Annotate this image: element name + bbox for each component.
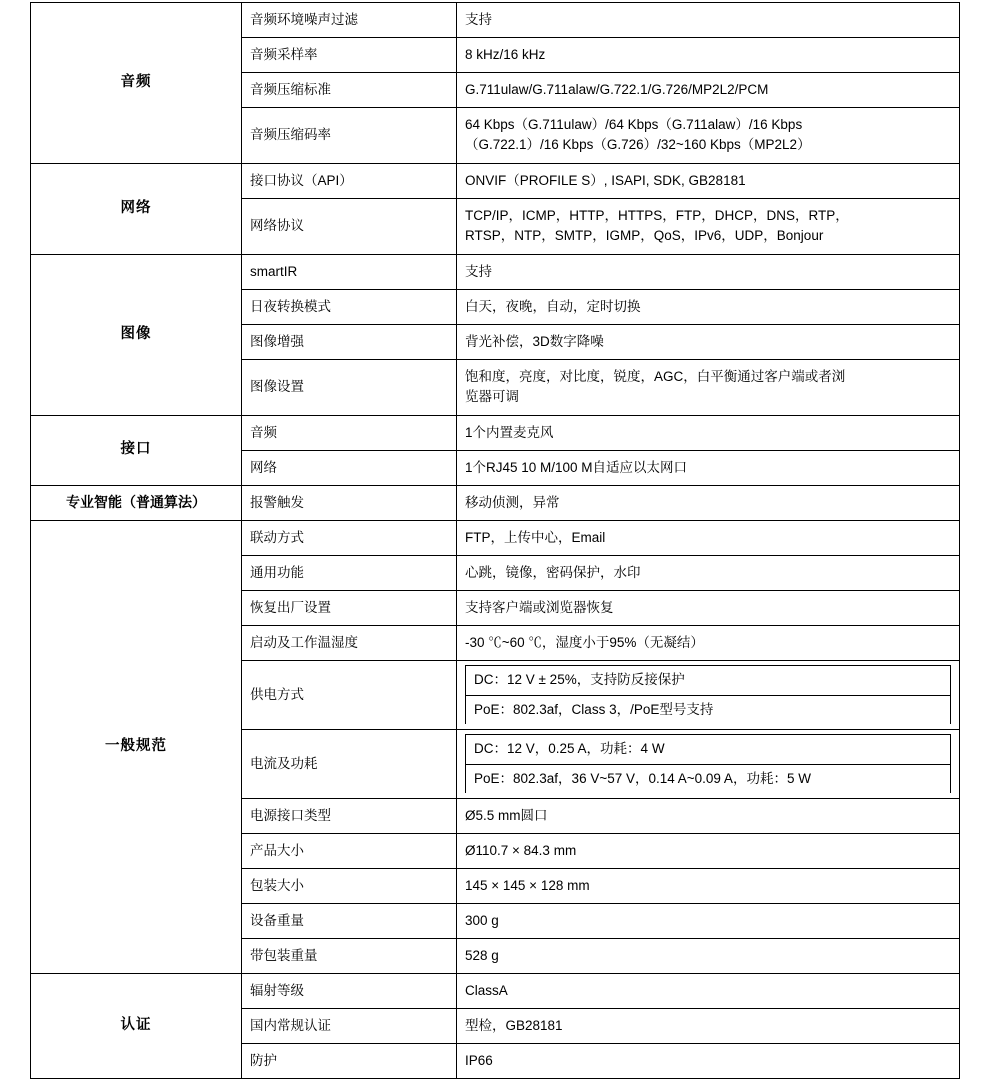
table-row [31, 255, 960, 290]
param-cell: 恢复出厂设置 [242, 591, 457, 626]
value-cell: Ø110.7 × 84.3 mm [457, 834, 960, 869]
param-cell: 通用功能 [242, 556, 457, 591]
value-line: 饱和度，亮度，对比度，锐度，AGC，白平衡通过客户端或者浏 [465, 369, 846, 385]
value-cell: Ø5.5 mm圆口 [457, 799, 960, 834]
value-cell: 心跳，镜像，密码保护，水印 [457, 556, 960, 591]
value-line: DC：12 V ± 25%，支持防反接保护 [466, 666, 951, 696]
table-row [31, 164, 960, 199]
value-cell [457, 661, 960, 730]
param-cell: 音频环境噪声过滤 [242, 3, 457, 38]
param-cell: 防护 [242, 1044, 457, 1079]
param-cell: 日夜转换模式 [242, 290, 457, 325]
value-cell: 1个RJ45 10 M/100 M自适应以太网口 [457, 451, 960, 486]
value-cell: 1个内置麦克风 [457, 416, 960, 451]
param-cell: 图像增强 [242, 325, 457, 360]
value-cell: FTP，上传中心，Email [457, 521, 960, 556]
param-cell: 报警触发 [242, 486, 457, 521]
param-cell: 接口协议（API） [242, 164, 457, 199]
param-cell: 国内常规认证 [242, 1009, 457, 1044]
value-line: PoE：802.3af，Class 3，/PoE型号支持 [466, 695, 951, 724]
value-cell: G.711ulaw/G.711alaw/G.722.1/G.726/MP2L2/PCM [457, 73, 960, 108]
param-cell: 电源接口类型 [242, 799, 457, 834]
category-cell-network: 网络 [31, 164, 242, 255]
param-cell: 音频 [242, 416, 457, 451]
table-row [31, 486, 960, 521]
value-cell: -30 ℃~60 ℃，湿度小于95%（无凝结） [457, 626, 960, 661]
value-cell [457, 730, 960, 799]
value-line: TCP/IP，ICMP，HTTP，HTTPS，FTP，DHCP，DNS，RTP， [465, 208, 849, 224]
value-cell [457, 199, 960, 255]
value-cell: 支持客户端或浏览器恢复 [457, 591, 960, 626]
value-cell: ClassA [457, 974, 960, 1009]
value-cell: 支持 [457, 3, 960, 38]
param-cell: 供电方式 [242, 661, 457, 730]
value-cell [457, 360, 960, 416]
value-cell: 白天，夜晚，自动，定时切换 [457, 290, 960, 325]
param-cell: 辐射等级 [242, 974, 457, 1009]
value-cell: 145 × 145 × 128 mm [457, 869, 960, 904]
category-cell-general: 一般规范 [31, 521, 242, 974]
table-body [31, 3, 960, 1079]
param-cell: 图像设置 [242, 360, 457, 416]
specification-sheet [0, 2, 990, 1068]
param-cell: 网络 [242, 451, 457, 486]
param-cell: 音频压缩标准 [242, 73, 457, 108]
value-cell: 支持 [457, 255, 960, 290]
value-cell: ONVIF（PROFILE S）, ISAPI, SDK, GB28181 [457, 164, 960, 199]
value-line: 64 Kbps（G.711ulaw）/64 Kbps（G.711alaw）/16 Kbps [465, 117, 803, 133]
param-cell: 电流及功耗 [242, 730, 457, 799]
value-cell: 型检，GB28181 [457, 1009, 960, 1044]
param-cell: 联动方式 [242, 521, 457, 556]
value-cell: 移动侦测，异常 [457, 486, 960, 521]
value-cell: 背光补偿，3D数字降噪 [457, 325, 960, 360]
table-row [31, 416, 960, 451]
table-row [31, 3, 960, 38]
category-cell-certification: 认证 [31, 974, 242, 1079]
value-line: PoE：802.3af，36 V~57 V，0.14 A~0.09 A，功耗：5 W [466, 764, 951, 793]
param-cell: smartIR [242, 255, 457, 290]
param-cell: 产品大小 [242, 834, 457, 869]
value-line: RTSP，NTP，SMTP，IGMP，QoS，IPv6，UDP，Bonjour [465, 228, 824, 243]
value-line: DC：12 V，0.25 A，功耗：4 W [466, 735, 951, 765]
param-cell: 音频采样率 [242, 38, 457, 73]
category-cell-image: 图像 [31, 255, 242, 416]
param-cell: 网络协议 [242, 199, 457, 255]
value-subtable [465, 734, 951, 793]
table-row [31, 521, 960, 556]
param-cell: 包装大小 [242, 869, 457, 904]
param-cell: 设备重量 [242, 904, 457, 939]
param-cell: 启动及工作温湿度 [242, 626, 457, 661]
value-cell: 8 kHz/16 kHz [457, 38, 960, 73]
param-cell: 音频压缩码率 [242, 108, 457, 164]
category-cell-smart: 专业智能（普通算法） [31, 486, 242, 521]
param-cell: 带包装重量 [242, 939, 457, 974]
category-cell-audio: 音频 [31, 3, 242, 164]
category-cell-interface: 接口 [31, 416, 242, 486]
value-line: （G.722.1）/16 Kbps（G.726）/32~160 Kbps（MP2L2） [465, 137, 811, 152]
value-cell: 300 g [457, 904, 960, 939]
specification-table [30, 2, 960, 1079]
value-cell: 528 g [457, 939, 960, 974]
table-row [31, 974, 960, 1009]
value-cell [457, 108, 960, 164]
value-subtable [465, 665, 951, 724]
value-line: 览器可调 [465, 389, 519, 404]
value-cell: IP66 [457, 1044, 960, 1079]
